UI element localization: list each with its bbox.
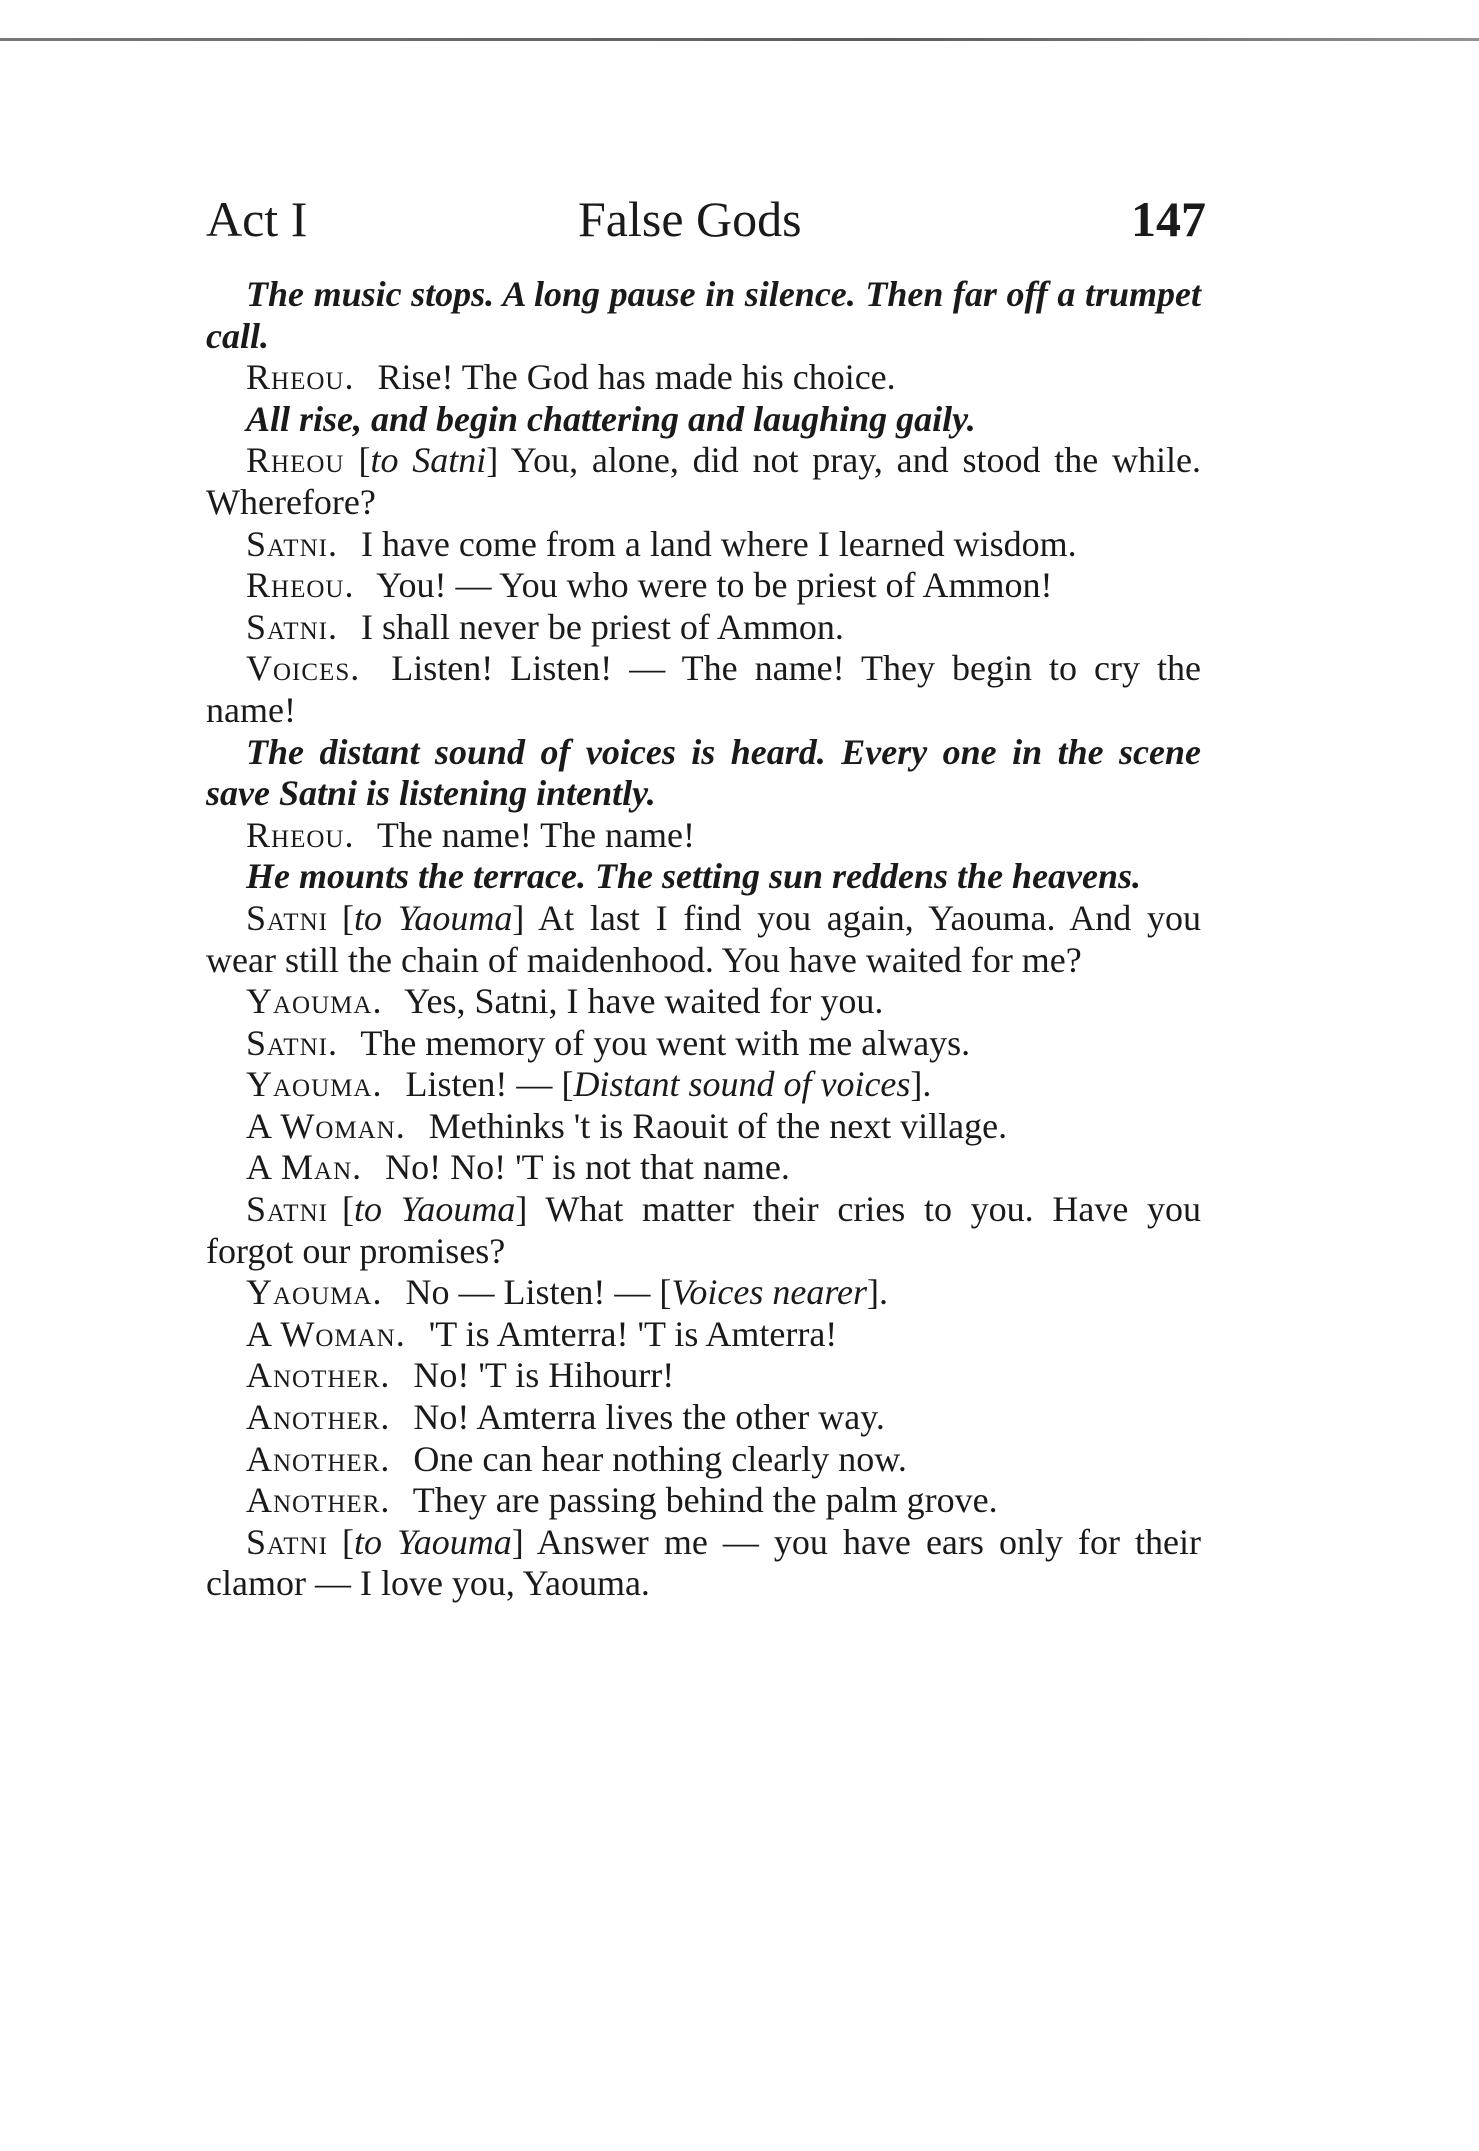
dialogue-line	[206, 981, 1201, 1023]
dialogue-line	[206, 565, 1201, 607]
dialogue-text: What matter their cries to you. Have you forgot our promises?	[206, 1189, 1202, 1271]
speaker-name: Rheou	[246, 440, 345, 481]
speaker-name: Rheou.	[246, 357, 355, 398]
speaker-name: Satni.	[246, 606, 338, 647]
stage-aside: to Yaouma	[353, 1521, 512, 1562]
dialogue-line	[206, 1439, 1201, 1481]
stage-direction	[206, 732, 1201, 815]
dialogue-line	[206, 607, 1201, 649]
speaker-name: A Woman.	[246, 1313, 406, 1354]
dialogue-line	[206, 1106, 1201, 1148]
stage-direction-text: All rise, and begin chattering and laughing gaily.	[246, 398, 976, 439]
page-number: 147	[1131, 191, 1206, 247]
speaker-name: A Woman.	[246, 1105, 406, 1146]
dialogue-line: Satni [to Yaouma] Answer me — you have ears only for their clamor — I love you, Yaouma.	[206, 1521, 1201, 1604]
stage-aside: Voices nearer	[671, 1272, 868, 1313]
speaker-name: Satni	[246, 897, 328, 938]
running-title: False Gods	[578, 191, 802, 247]
dialogue-text: I shall never be priest of Ammon.	[360, 606, 844, 647]
dialogue-line	[206, 1147, 1201, 1189]
dialogue-line: Satni [to Yaouma] At last I find you again, Yaouma. And you wear still the chain of maidenhood. You have waited for me?	[206, 897, 1201, 980]
dialogue-line	[206, 1314, 1201, 1356]
speaker-name: Rheou.	[246, 565, 355, 606]
speaker-name: Yaouma.	[246, 1272, 383, 1313]
stage-direction-text: The music stops. A long pause in silence. Then far off a trumpet call.	[206, 274, 1201, 356]
stage-aside: to Yaouma	[353, 1189, 516, 1230]
speaker-name: Satni.	[246, 1022, 338, 1063]
dialogue-line	[206, 815, 1201, 857]
dialogue-line: Satni [to Yaouma] What matter their cries to you. Have you forgot our promises?	[206, 1189, 1202, 1271]
dialogue-text: Listen! Listen! — The name! They begin to cry the name!	[206, 648, 1201, 730]
dialogue-line	[206, 524, 1201, 566]
stage-direction	[206, 274, 1201, 357]
dialogue-text: The memory of you went with me always.	[360, 1022, 971, 1063]
dialogue-text: No — Listen! —	[405, 1272, 651, 1313]
speaker-name: Satni.	[246, 523, 338, 564]
act-label: Act I	[206, 191, 308, 247]
speaker-name: Rheou.	[246, 814, 355, 855]
dialogue-line	[206, 1480, 1201, 1522]
dialogue-line	[206, 1355, 1201, 1397]
speaker-name: Yaouma.	[246, 1064, 383, 1105]
dialogue-text: Methinks 't is Raouit of the next village.	[428, 1105, 1008, 1146]
stage-direction-text: The distant sound of voices is heard. Every one in the scene save Satni is listening intently.	[206, 731, 1201, 814]
stage-direction	[206, 856, 1201, 898]
script-body	[206, 274, 1201, 1605]
speaker-name: Another.	[246, 1355, 391, 1396]
dialogue-text: No! 'T is Hihourr!	[413, 1355, 675, 1396]
dialogue-text: Answer me — you have ears only for their clamor — I love you, Yaouma.	[206, 1521, 1201, 1604]
dialogue-text: Yes, Satni, I have waited for you.	[404, 981, 884, 1022]
dialogue-text: 'T is Amterra! 'T is Amterra!	[428, 1313, 838, 1354]
line-end: .	[922, 1064, 932, 1105]
stage-direction	[206, 399, 1201, 441]
top-border-rule	[0, 38, 1479, 41]
stage-aside: Distant sound of voices	[573, 1064, 911, 1105]
stage-aside: to Satni	[370, 440, 487, 481]
speaker-name: Voices.	[246, 648, 361, 689]
dialogue-text: At last I find you again, Yaouma. And you wear still the chain of maidenhood. You have waited for me?	[206, 897, 1201, 980]
stage-direction-text: He mounts the terrace. The setting sun reddens the heavens.	[246, 856, 1142, 897]
dialogue-text: No! Amterra lives the other way.	[413, 1397, 885, 1438]
page-header	[206, 190, 1206, 250]
dialogue-text: I have come from a land where I learned wisdom.	[360, 523, 1077, 564]
speaker-name: Satni	[246, 1521, 328, 1562]
speaker-name: Another.	[246, 1397, 391, 1438]
dialogue-text: They are passing behind the palm grove.	[412, 1480, 998, 1521]
dialogue-line	[206, 1397, 1201, 1439]
speaker-name: Satni	[246, 1189, 328, 1230]
dialogue-line: Yaouma. No — Listen! — [Voices nearer].	[246, 1272, 889, 1313]
dialogue-text: You, alone, did not pray, and stood the while. Wherefore?	[206, 440, 1202, 522]
speaker-name: Another.	[246, 1438, 391, 1479]
dialogue-text: The name! The name!	[376, 814, 695, 855]
speaker-name: A Man.	[246, 1147, 363, 1188]
dialogue-text: No! No! 'T is not that name.	[385, 1147, 790, 1188]
speaker-name: Yaouma.	[246, 981, 383, 1022]
dialogue-line: Rheou [to Satni] You, alone, did not pray, and stood the while. Wherefore?	[206, 440, 1202, 522]
speaker-name: Another.	[246, 1480, 391, 1521]
dialogue-line: Yaouma. Listen! — [Distant sound of voices].	[246, 1064, 932, 1105]
dialogue-text: You! — You who were to be priest of Ammon!	[376, 565, 1053, 606]
dialogue-text: One can hear nothing clearly now.	[413, 1438, 907, 1479]
dialogue-line	[206, 648, 1201, 731]
dialogue-line	[206, 1023, 1201, 1065]
dialogue-text: Listen! —	[405, 1064, 553, 1105]
stage-aside: to Yaouma	[353, 897, 513, 938]
dialogue-line	[206, 357, 1201, 399]
dialogue-text: Rise! The God has made his choice.	[377, 357, 896, 398]
line-end: .	[879, 1272, 889, 1313]
